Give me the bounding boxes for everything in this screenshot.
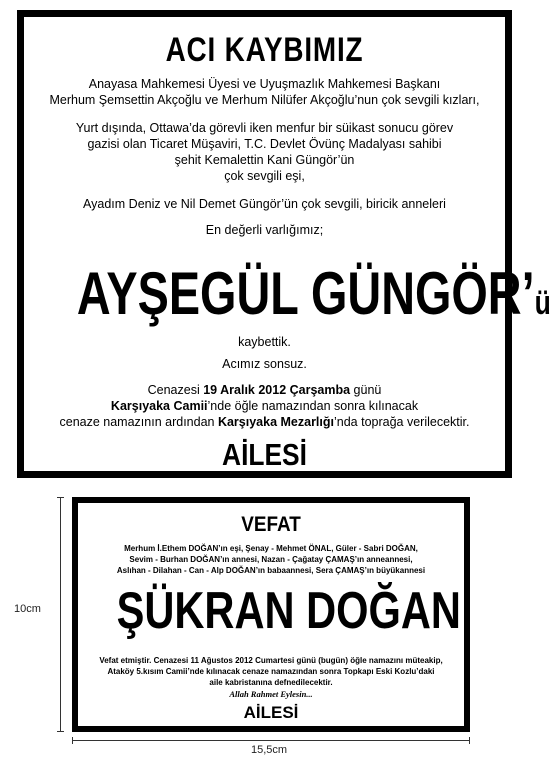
signature-ailesi: AİLESİ [243, 703, 299, 722]
funeral-line: Cenazesi 19 Aralık 2012 Çarşamba günü [147, 383, 382, 397]
text-line: Anayasa Mahkemesi Üyesi ve Uyuşmazlık Mahkemesi Başkanı [88, 77, 441, 91]
deceased-name: AYŞEGÜL GÜNGÖR’ü [76, 260, 551, 327]
width-dimension-line [72, 740, 470, 741]
mosque-line: Karşıyaka Camii’nde öğle namazından sonra kılınacak [110, 399, 419, 413]
burial-line: cenaze namazının ardından Karşıyaka Mezarlığı’nda toprağa verilecektir. [59, 415, 470, 429]
text-line: En değerli varlığımız; [205, 223, 324, 237]
heading-aci-kaybimiz: ACI KAYBIMIZ [165, 31, 364, 69]
text-line: Vefat etmiştir. Cenazesi 11 Ağustos 2012 Cumartesi günü (bugün) öğle namazını müteakip, [99, 656, 443, 665]
text-line: Sevim - Burhan DOĞAN’ın annesi, Nazan - Çağatay ÇAMAŞ’ın anneannesi, [129, 555, 413, 564]
prayer-text: Allah Rahmet Eylesin... [229, 689, 313, 699]
text-line: Ayadım Deniz ve Nil Demet Güngör’ün çok sevgili, biricik anneleri [83, 197, 446, 211]
text-line: Yurt dışında, Ottawa’da görevli iken menfur bir süikast sonucu görev [75, 121, 454, 135]
text-line: Merhum Şemsettin Akçoğlu ve Merhum Nilüfer Akçoğlu’nun çok sevgili kızları, [49, 93, 480, 107]
text-line: çok sevgili eşi, [224, 169, 305, 183]
text-line: Ataköy 5.kısım Camii’nde kılınacak cenaze namazından sonra Topkapı Eski Kozlu’daki [107, 667, 435, 676]
text-line: Aslıhan - Dilahan - Can - Alp DOĞAN’ın babaannesi, Sera ÇAMAŞ’ın büyükannesi [116, 566, 426, 575]
width-label: 15,5cm [251, 744, 288, 756]
name-suffix: ü [534, 284, 551, 322]
death-notice-ad-2 [72, 497, 470, 732]
text-line: aile kabristanına defnedilecektir. [209, 678, 333, 687]
signature-ailesi: AİLESİ [222, 437, 307, 472]
heading-vefat: VEFAT [241, 513, 301, 536]
text-line: gazisi olan Ticaret Müşaviri, T.C. Devlet Övünç Madalyası sahibi [87, 137, 442, 151]
height-label: 10cm [14, 603, 41, 615]
text-line: Merhum İ.Ethem DOĞAN’ın eşi, Şenay - Mehmet ÖNAL, Güler - Sabri DOĞAN, [124, 544, 418, 553]
text-line: şehit Kemalettin Kani Güngör’ün [174, 153, 355, 167]
text-line: Acımız sonsuz. [222, 357, 307, 371]
deceased-name: ŞÜKRAN DOĞAN [116, 582, 461, 640]
condolence-ad-1 [17, 10, 551, 478]
text-line: kaybettik. [238, 335, 291, 349]
height-dimension-line [60, 497, 61, 732]
